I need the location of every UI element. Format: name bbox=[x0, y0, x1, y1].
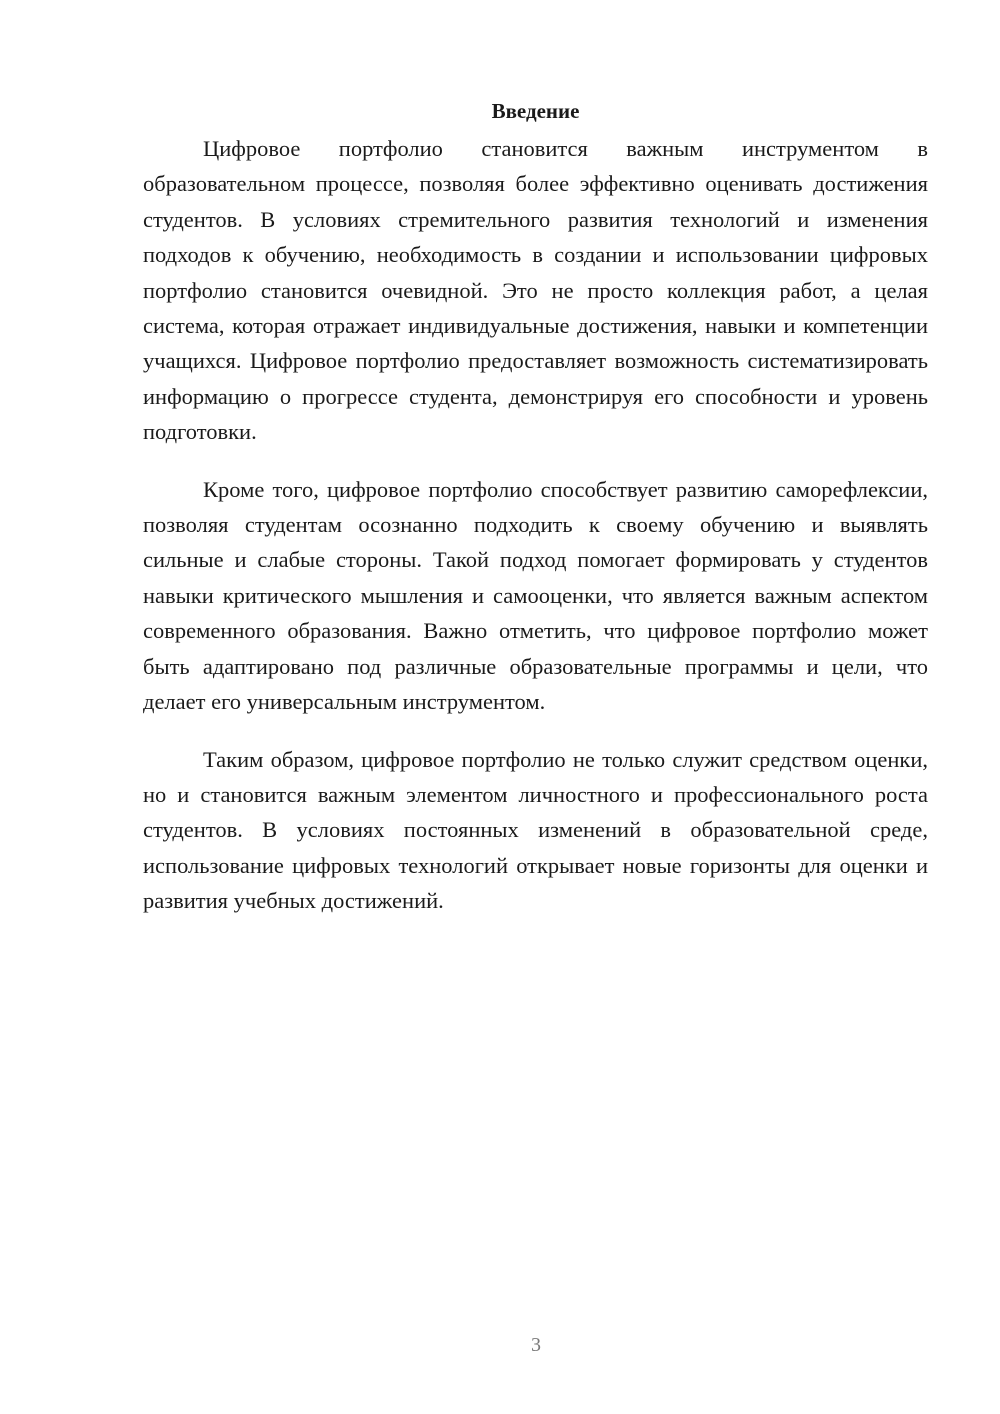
section-heading: Введение bbox=[491, 99, 580, 123]
paragraph-1: Цифровое портфолио становится важным инструментом в образовательном процессе, позволяя более эффективно оценивать достижения студентов. В условиях стремительного развития технологий и изменения подходов к обучению, необходимость в создании и использовании цифровых портфолио становится очевидной. Это не просто коллекция работ, а целая система, которая отражает индивидуальные достижения, навыки и компетенции учащихся. Цифровое портфолио предоставляет возможность систематизировать информацию о прогрессе студента, демонстрируя его способности и уровень подготовки. bbox=[143, 136, 928, 445]
page-body bbox=[143, 97, 928, 919]
paragraph-3: Таким образом, цифровое портфолио не только служит средством оценки, но и становится важным элементом личностного и профессионального роста студентов. В условиях постоянных изменений в образовательной среде, использование цифровых технологий открывает новые горизонты для оценки и развития учебных достижений. bbox=[143, 746, 928, 914]
paragraph-2: Кроме того, цифровое портфолио способствует развитию саморефлексии, позволяя студентам осознанно подходить к своему обучению и выявлять сильные и слабые стороны. Такой подход помогает формировать у студентов навыки критического мышления и самооценки, что является важным аспектом современного образования. Важно отметить, что цифровое портфолио может быть адаптировано под различные образовательные программы и цели, что делает его универсальным инструментом. bbox=[143, 476, 928, 715]
page-number: 3 bbox=[531, 1334, 541, 1356]
